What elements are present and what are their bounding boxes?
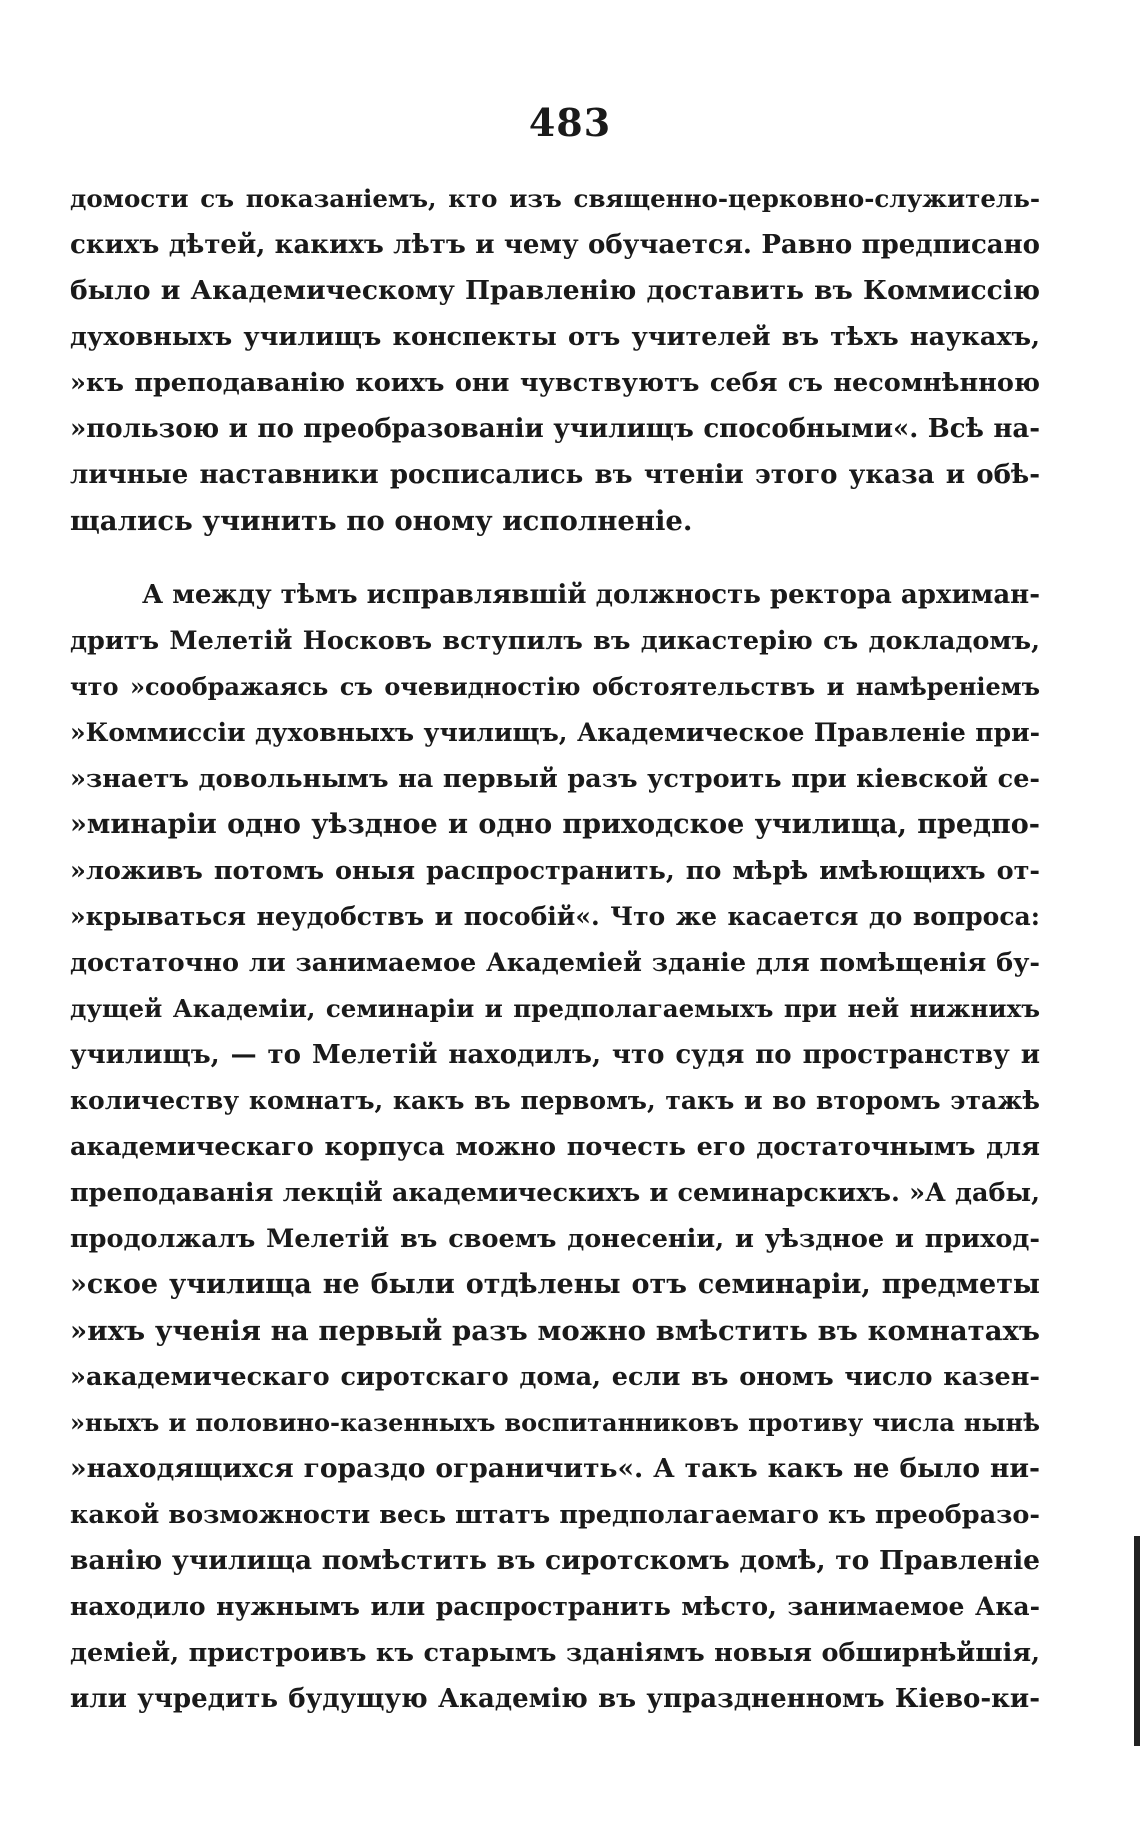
text-line: училищъ, — то Мелетій находилъ, что судя по пространству и (70, 1040, 1040, 1070)
text-line: щались учинить по оному исполненіе. (70, 505, 693, 537)
text-line: или учредить будущую Академію въ упраздненномъ Кіево-ки- (70, 1684, 1040, 1714)
text-line: академическаго корпуса можно почесть его достаточнымъ для (70, 1132, 1040, 1162)
text-line: ванію училища помѣстить въ сиротскомъ домѣ, то Правленіе (70, 1545, 1040, 1576)
text-line: »ское училища не были отдѣлены отъ семинаріи, предметы (70, 1269, 1040, 1300)
text-line: дритъ Мелетій Носковъ вступилъ въ дикастерію съ докладомъ, (70, 626, 1040, 656)
text-line: А между тѣмъ исправлявшій должность ректора архиман- (142, 580, 1040, 610)
text-line: было и Академическому Правленію доставить въ Коммиссію (70, 275, 1040, 306)
text-line: »ихъ ученія на первый разъ можно вмѣстить въ комнатахъ (70, 1315, 1040, 1347)
text-line: находило нужнымъ или распространить мѣсто, занимаемое Ака- (70, 1592, 1040, 1621)
text-line: личные наставники росписались въ чтеніи этого указа и обѣ- (70, 460, 1040, 490)
text-line: »крываться неудобствъ и пособій«. Что же касается до вопроса: (70, 902, 1040, 931)
text-line: »ложивъ потомъ оныя распространить, по мѣрѣ имѣющихъ от- (70, 856, 1040, 886)
text-line: »ныхъ и половино-казенныхъ воспитанниковъ противу числа нынѣ (70, 1408, 1040, 1437)
text-line: деміей, пристроивъ къ старымъ зданіямъ новыя обширнѣйшія, (70, 1638, 1040, 1668)
text-line: достаточно ли занимаемое Академіей зданіе для помѣщенія бу- (70, 948, 1040, 978)
text-line: »знаетъ довольнымъ на первый разъ устроить при кіевской се- (70, 764, 1040, 794)
text-line: »къ преподаванію коихъ они чувствуютъ себя съ несомнѣнною (70, 368, 1040, 398)
page-number: 483 (528, 100, 612, 145)
text-line: домости съ показаніемъ, кто изъ священно-церковно-служитель- (70, 184, 1040, 213)
scan-edge-mark (1134, 1536, 1140, 1746)
text-line: »находящихся гораздо ограничить«. А такъ какъ не было ни- (70, 1453, 1040, 1484)
text-line: скихъ дѣтей, какихъ лѣтъ и чему обучается. Равно предписано (70, 230, 1040, 260)
text-line: »минаріи одно уѣздное и одно приходское училища, предпо- (70, 809, 1040, 840)
text-line: что »соображаясь съ очевидностію обстоятельствъ и намѣреніемъ (70, 672, 1040, 701)
text-line: преподаванія лекцій академическихъ и семинарскихъ. »А дабы, (70, 1178, 1040, 1208)
paragraph-1 (70, 176, 1040, 544)
text-line: продолжалъ Мелетій въ своемъ донесеніи, и уѣздное и приход- (70, 1224, 1040, 1254)
text-line: дущей Академіи, семинаріи и предполагаемыхъ при ней нижнихъ (70, 994, 1040, 1023)
text-line: какой возможности весь штатъ предполагаемаго къ преобразо- (70, 1500, 1040, 1530)
text-line: »Коммиссіи духовныхъ училищъ, Академическое Правленіе при- (70, 718, 1040, 747)
text-line: духовныхъ училищъ конспекты отъ учителей въ тѣхъ наукахъ, (70, 322, 1040, 352)
text-line: »академическаго сиротскаго дома, если въ ономъ число казен- (70, 1362, 1040, 1392)
text-line: »пользою и по преобразованіи училищъ способными«. Всѣ на- (70, 414, 1040, 444)
text-line: количеству комнатъ, какъ въ первомъ, такъ и во второмъ этажѣ (70, 1086, 1040, 1115)
paragraph-2 (70, 572, 1040, 1722)
